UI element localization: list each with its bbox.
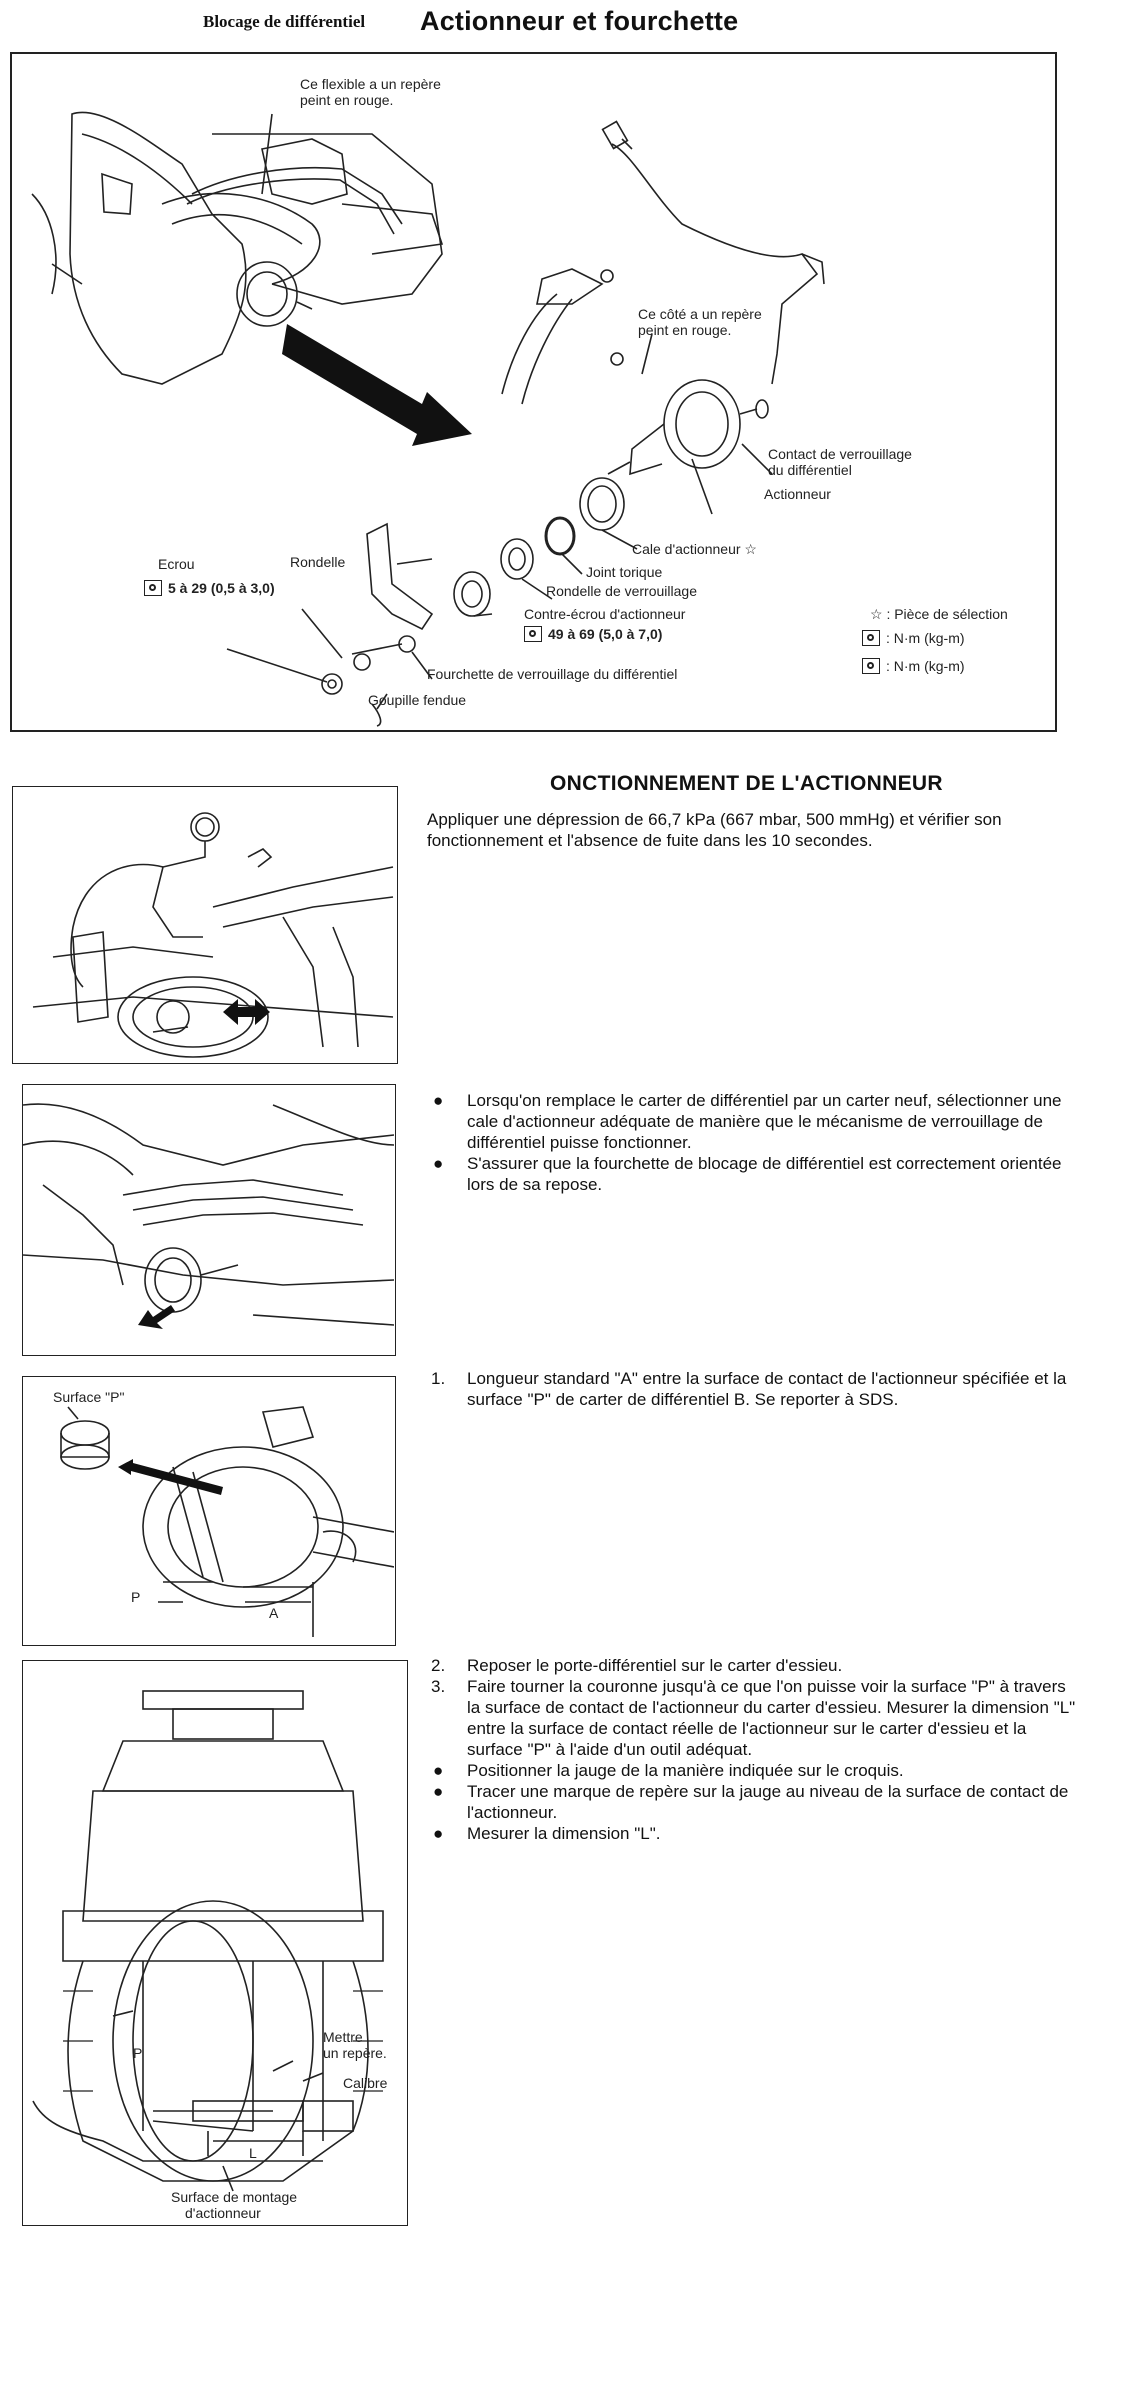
section4-list bbox=[431, 1368, 1083, 1410]
label-ecrou-torque bbox=[144, 580, 275, 596]
section5-item-2 bbox=[431, 1655, 1083, 1676]
label-contre-ecrou-torque bbox=[524, 626, 662, 642]
section5-item-text: Positionner la jauge de la manière indiquée sur le croquis. bbox=[467, 1761, 904, 1780]
section3-bullet-1 bbox=[431, 1090, 1083, 1153]
legend-nm-1 bbox=[862, 630, 965, 646]
section5-item-mark: 3. bbox=[431, 1677, 446, 1696]
legend-star: ☆ : Pièce de sélection bbox=[870, 606, 1008, 622]
torque-wrench-icon bbox=[524, 626, 542, 642]
section5-item-text: Faire tourner la couronne jusqu'à ce que l'on puisse voir la surface "P" à travers la surface de contact de l'actionneur du carter d'essieu. Mesurer la dimension "L" entre la surface de contact réelle de l'actionneur sur le carter d'essieu et la surface "P" à l'aide d'un outil adéquat. bbox=[467, 1677, 1076, 1759]
differential-carrier-figure bbox=[22, 1084, 396, 1356]
torque-wrench-icon bbox=[862, 658, 880, 674]
label-contact-l1: Contact de verrouillage bbox=[768, 446, 912, 462]
standard-length-drawing bbox=[23, 1377, 394, 1644]
label-cote-l1: Ce côté a un repère bbox=[638, 306, 762, 322]
label-mettre-l2: un repère. bbox=[323, 2045, 387, 2061]
section2-text: Appliquer une dépression de 66,7 kPa (667 mbar, 500 mmHg) et vérifier son fonctionnement et l'absence de fuite dans les 10 secondes. bbox=[427, 810, 1002, 850]
label-rondelle-verrouillage: Rondelle de verrouillage bbox=[546, 583, 697, 599]
label-surface-p: Surface "P" bbox=[53, 1389, 125, 1405]
label-surface-montage-l1: Surface de montage bbox=[171, 2189, 298, 2205]
label-actionneur: Actionneur bbox=[764, 486, 831, 502]
bullet-icon: ● bbox=[433, 1761, 444, 1780]
label-flexible-l2: peint en rouge. bbox=[300, 92, 394, 108]
differential-carrier-drawing bbox=[23, 1085, 394, 1354]
bullet-icon: ● bbox=[433, 1782, 444, 1801]
ecrou-torque-value: 5 à 29 (0,5 à 3,0) bbox=[168, 580, 275, 596]
label-fourchette: Fourchette de verrouillage du différentiel bbox=[427, 666, 678, 682]
torque-wrench-icon bbox=[862, 630, 880, 646]
section5-item-3 bbox=[431, 1676, 1083, 1760]
section5-bullet-3 bbox=[431, 1823, 1083, 1844]
section5-item-mark: 2. bbox=[431, 1656, 446, 1675]
label-cale: Cale d'actionneur ☆ bbox=[632, 541, 757, 557]
section3-list bbox=[431, 1090, 1083, 1195]
section-header: Blocage de différentiel bbox=[203, 12, 366, 31]
standard-length-figure bbox=[22, 1376, 396, 1646]
label-calibre: Calibre bbox=[343, 2075, 388, 2091]
section4-item-1 bbox=[431, 1368, 1083, 1410]
section3-bullet-2 bbox=[431, 1153, 1083, 1195]
legend-nm-2-text: : N·m (kg-m) bbox=[886, 658, 965, 674]
section3-bullet-2-text: S'assurer que la fourchette de blocage de différentiel est correctement orientée lors de sa repose. bbox=[467, 1154, 1062, 1194]
label-cote-l2: peint en rouge. bbox=[638, 322, 732, 338]
label-l: L bbox=[249, 2145, 257, 2161]
label-a: A bbox=[269, 1605, 279, 1621]
bullet-icon: ● bbox=[433, 1154, 444, 1173]
section-title-fonctionnement: ONCTIONNEMENT DE L'ACTIONNEUR bbox=[550, 772, 943, 795]
section5-bullet-1 bbox=[431, 1760, 1083, 1781]
section5-item-text: Mesurer la dimension "L". bbox=[467, 1824, 661, 1843]
measure-l-figure bbox=[22, 1660, 408, 2226]
section5-item-text: Reposer le porte-différentiel sur le carter d'essieu. bbox=[467, 1656, 843, 1675]
label-joint-torique: Joint torique bbox=[586, 564, 663, 580]
label-contre-ecrou: Contre-écrou d'actionneur bbox=[524, 606, 686, 622]
section4-item-number: 1. bbox=[431, 1369, 446, 1388]
section5-item-text: Tracer une marque de repère sur la jauge au niveau de la surface de contact de l'actionneur. bbox=[467, 1782, 1069, 1822]
exploded-view-figure bbox=[10, 52, 1057, 732]
label-flexible-l1: Ce flexible a un repère bbox=[300, 76, 441, 92]
section4-item-text: Longueur standard "A" entre la surface de contact de l'actionneur spécifiée et la surface "P" de carter de différentiel B. Se reporter à SDS. bbox=[467, 1369, 1067, 1409]
measure-l-drawing bbox=[23, 1661, 406, 2224]
label-mettre-l1: Mettre bbox=[323, 2029, 363, 2045]
legend-nm-2 bbox=[862, 658, 965, 674]
section5-list bbox=[431, 1655, 1083, 1844]
page-title: Actionneur et fourchette bbox=[420, 6, 739, 36]
label-goupille: Goupille fendue bbox=[368, 692, 467, 708]
bullet-icon: ● bbox=[433, 1091, 444, 1110]
label-contact-l2: du différentiel bbox=[768, 462, 852, 478]
contre-ecrou-torque-value: 49 à 69 (5,0 à 7,0) bbox=[548, 626, 663, 642]
vacuum-test-figure bbox=[12, 786, 398, 1064]
label-rondelle: Rondelle bbox=[290, 554, 346, 570]
label-p: P bbox=[131, 1589, 141, 1605]
section3-bullet-1-text: Lorsqu'on remplace le carter de différentiel par un carter neuf, sélectionner une cale d'actionneur adéquate de manière que le mécanisme de verrouillage de différentiel puisse fonctionner. bbox=[467, 1091, 1062, 1152]
label-surface-montage-l2: d'actionneur bbox=[185, 2205, 261, 2221]
label-ecrou: Ecrou bbox=[158, 556, 195, 572]
vacuum-test-drawing bbox=[13, 787, 396, 1062]
bullet-icon: ● bbox=[433, 1824, 444, 1843]
section5-bullet-2 bbox=[431, 1781, 1083, 1823]
legend-nm-1-text: : N·m (kg-m) bbox=[886, 630, 965, 646]
label-p: P bbox=[133, 2045, 143, 2061]
torque-wrench-icon bbox=[144, 580, 162, 596]
